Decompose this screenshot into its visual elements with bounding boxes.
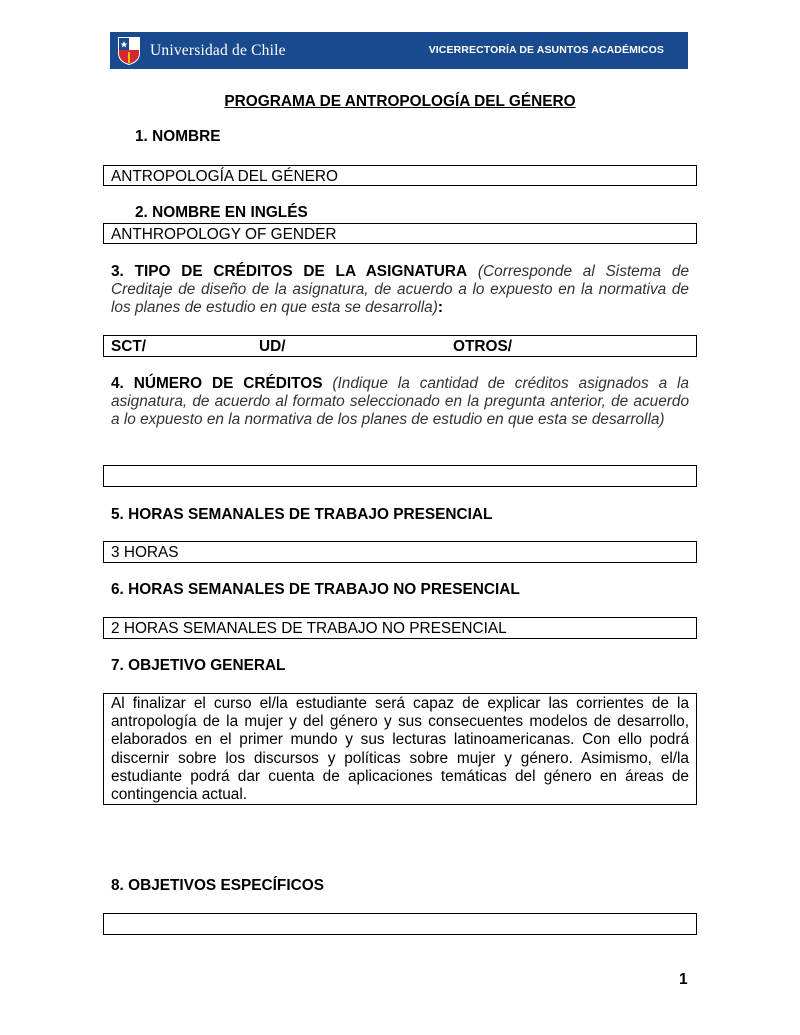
header-banner [110, 32, 688, 69]
section-5-heading: 5. HORAS SEMANALES DE TRABAJO PRESENCIAL [111, 506, 493, 523]
section-3-note: (Corresponde al Sistema de Creditaje de diseño de la asignatura, de acuerdo a lo expuesto en la normativa de los planes de estudio en que esta se desarrolla) [111, 263, 689, 316]
section-4-field [103, 465, 697, 487]
section-6-heading: 6. HORAS SEMANALES DE TRABAJO NO PRESENCIAL [111, 581, 520, 598]
university-name: Universidad de Chile [150, 41, 286, 59]
page-number: 1 [679, 971, 688, 988]
section-8-field [103, 913, 697, 935]
general-objective-box: Al finalizar el curso el/la estudiante será capaz de explicar las corrientes de la antropología de la mujer y del género y sus consecuentes modelos de desarrollo, elaborados en el primer mundo y sus lecturas latinoamericanas. Con ello podrá discernir sobre los discursos y políticas sobre mujer y género. Asimismo, el/la estudiante podrá dar cuenta de aplicaciones temáticas del género en áreas de contingencia actual. [103, 693, 697, 805]
vicerrectoria-label: VICERRECTORÍA DE ASUNTOS ACADÉMICOS [428, 44, 664, 56]
section-3-field [103, 335, 697, 357]
section-1-field [103, 165, 697, 186]
section-3-text [111, 263, 689, 317]
ud-label: UD/ [259, 338, 286, 355]
section-3-colon: : [437, 299, 443, 316]
page-title: PROGRAMA DE ANTROPOLOGÍA DEL GÉNERO [224, 93, 576, 110]
otros-label: OTROS/ [453, 338, 512, 355]
presential-hours-value: 3 HORAS [111, 544, 179, 561]
section-1-heading: 1. NOMBRE [135, 128, 221, 145]
section-6-field [103, 617, 697, 639]
non-presential-hours-value: 2 HORAS SEMANALES DE TRABAJO NO PRESENCIAL [111, 620, 507, 637]
section-8-heading: 8. OBJETIVOS ESPECÍFICOS [111, 877, 324, 894]
university-crest-icon [116, 35, 142, 66]
sct-label: SCT/ [111, 338, 147, 355]
section-3-heading: 3. TIPO DE CRÉDITOS DE LA ASIGNATURA [111, 263, 468, 280]
english-name-value: ANTHROPOLOGY OF GENDER [111, 226, 337, 243]
section-2-heading: 2. NOMBRE EN INGLÉS [135, 204, 308, 221]
section-2-field [103, 223, 697, 244]
section-4-note: (Indique la cantidad de créditos asignados a la asignatura, de acuerdo al formato seleccionado en la pregunta anterior, de acuerdo a lo expuesto en la normativa de los planes de estudio en que esta se desarrolla) [111, 375, 689, 428]
section-7-heading: 7. OBJETIVO GENERAL [111, 657, 286, 674]
section-4-text [111, 375, 689, 429]
section-4-heading: 4. NÚMERO DE CRÉDITOS [111, 375, 323, 392]
section-5-field [103, 541, 697, 563]
course-name-value: ANTROPOLOGÍA DEL GÉNERO [111, 168, 338, 185]
